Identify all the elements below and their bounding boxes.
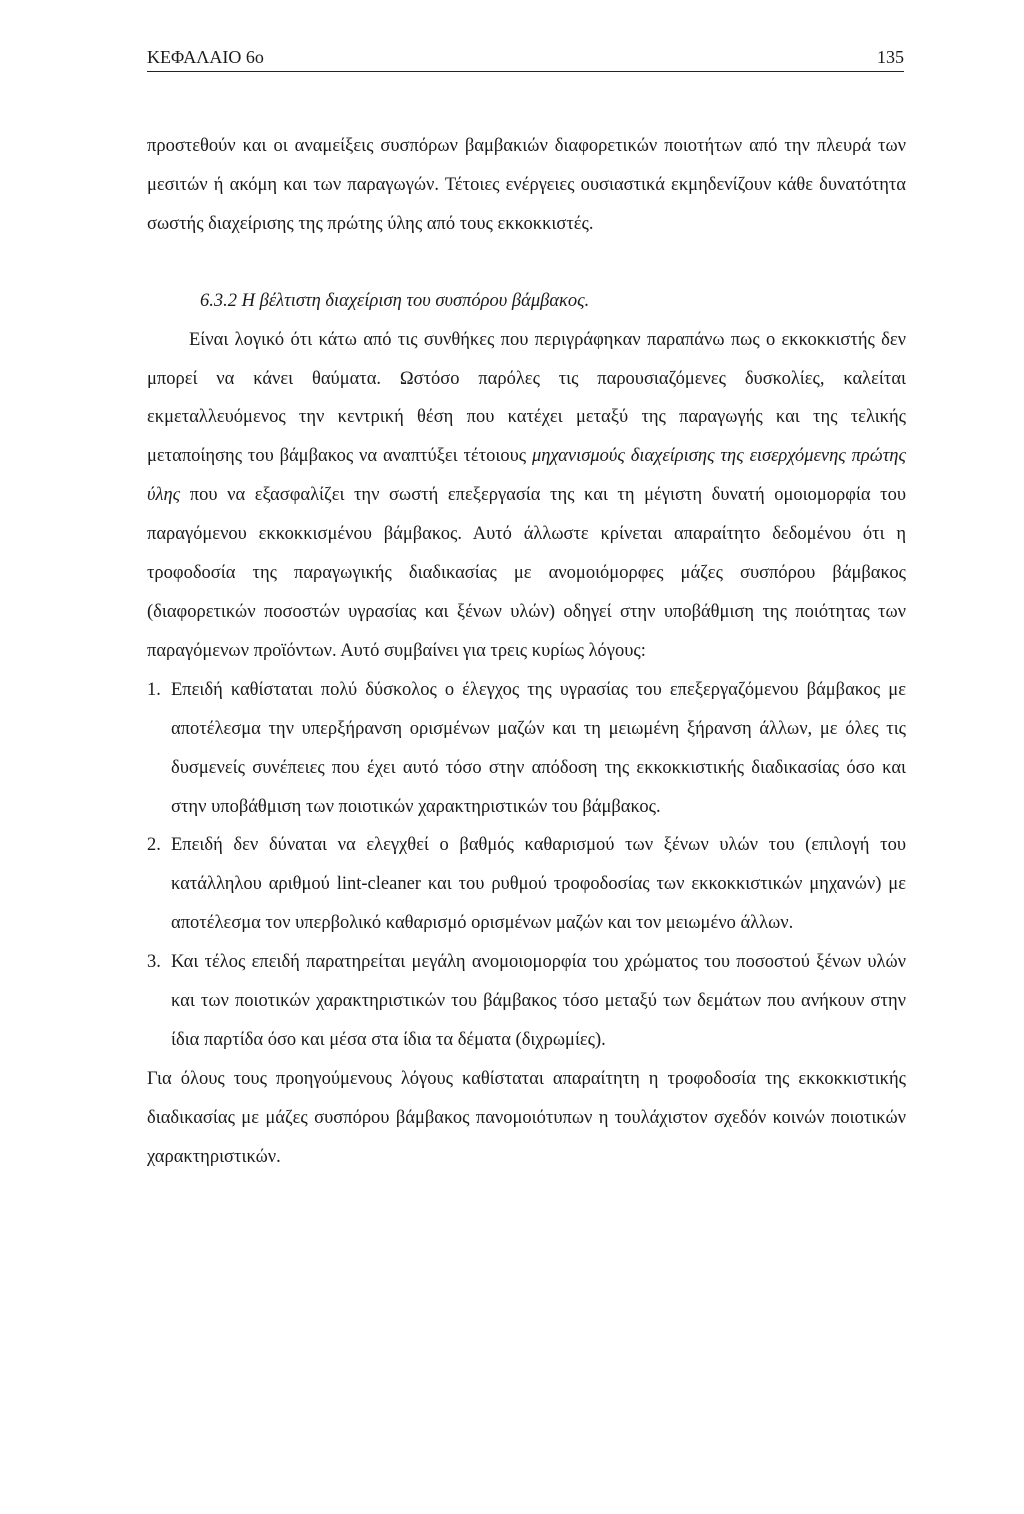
list-item-number: 3. [147, 952, 161, 973]
emphasized-phrase: μηχανισμούς διαχείρισης της εισερχόμενης πρώτης ύλης [147, 446, 906, 506]
paragraph-final: Για όλους τους προηγούμενους λόγους καθίσταται απαραίτητη η τροφοδοσία της εκκοκκιστικής διαδικασίας με μάζες συσπόρου βάμβακος πανομοιότυπων η τουλάχιστον σχεδόν κοινών ποιοτικών χαρακτηριστικών. [147, 1068, 906, 1167]
paragraph-main-part2: που να εξασφαλίζει την σωστή επεξεργασία της και τη μέγιστη δυνατή ομοιομορφία του παραγόμενου εκκοκκισμένου βάμβακος. Αυτό άλλωστε κρίνεται απαραίτητο δεδομένου ότι η τροφοδοσία της παραγωγικής διαδικασίας με ανομοιόμορφες μάζες συσπόρου βάμβακος (διαφορετικών ποσοστών υγρασίας και ξένων υλών) οδηγεί στην υποβάθμιση της ποιότητας των παραγόμενων προϊόντων. Αυτό συμβαίνει για τρεις κυρίως λόγους: [147, 485, 906, 661]
chapter-label: ΚΕΦΑΛΑΙΟ 6ο [147, 47, 264, 67]
list-item-number: 1. [147, 679, 161, 700]
section-heading: 6.3.2 Η βέλτιστη διαχείριση του συσπόρου βάμβακος. [200, 290, 590, 311]
page-number: 135 [877, 47, 904, 67]
list-item-text: Επειδή καθίσταται πολύ δύσκολος ο έλεγχος της υγρασίας του επεξεργαζόμενου βάμβακος με αποτέλεσμα την υπερξήρανση ορισμένων μαζών και τη μειωμένη ξήρανση άλλων, με όλες τις δυσμενείς συνέπειες που έχει αυτό τόσο στην απόδοση της εκκοκκιστικής διαδικασίας όσο και στην υποβάθμιση των ποιοτικών χαρακτηριστικών του βάμβακος. [171, 679, 906, 817]
page-body [147, 127, 906, 1177]
paragraph-intro: προστεθούν και οι αναμείξεις συσπόρων βαμβακιών διαφορετικών ποιοτήτων από την πλευρά των μεσιτών ή ακόμη και των παραγωγών. Τέτοιες ενέργειες ουσιαστικά εκμηδενίζουν κάθε δυνατότητα σωστής διαχείρισης της πρώτης ύλης από τους εκκοκκιστές. [147, 136, 906, 234]
list-item [147, 943, 906, 1060]
list-item-text: Και τέλος επειδή παρατηρείται μεγάλη ανομοιομορφία του χρώματος του ποσοστού ξένων υλών και των ποιοτικών χαρακτηριστικών του βάμβακος τόσο μεταξύ των δεμάτων που ανήκουν στην ίδια παρτίδα όσο και μέσα στα ίδια τα δέματα (διχρωμίες). [171, 952, 906, 1050]
spacer [147, 244, 906, 282]
list-item-text: Επειδή δεν δύναται να ελεγχθεί ο βαθμός καθαρισμού των ξένων υλών του (επιλογή του κατάλληλου αριθμού lint-cleaner και του ρυθμού τροφοδοσίας των εκκοκκιστικών μηχανών) με αποτέλεσμα τον υπερβολικό καθαρισμό ορισμένων μαζών και τον μειωμένο άλλων. [171, 835, 906, 934]
paragraph-main-part1: Είναι λογικό ότι κάτω από τις συνθήκες που περιγράφηκαν παραπάνω πως ο εκκοκκιστής δεν μπορεί να κάνει θαύματα. Ωστόσο παρόλες τις παρουσιαζόμενες δυσκολίες, καλείται εκμεταλλευόμενος την κεντρική θέση που κατέχει μεταξύ της παραγωγής και της τελικής μεταποίησης του βάμβακος να αναπτύξει τέτοιους [147, 329, 906, 467]
list-item [147, 826, 906, 943]
list-item-number: 2. [147, 835, 161, 856]
paragraph-main [147, 321, 906, 671]
page-header [147, 45, 904, 72]
list-item [147, 671, 906, 827]
